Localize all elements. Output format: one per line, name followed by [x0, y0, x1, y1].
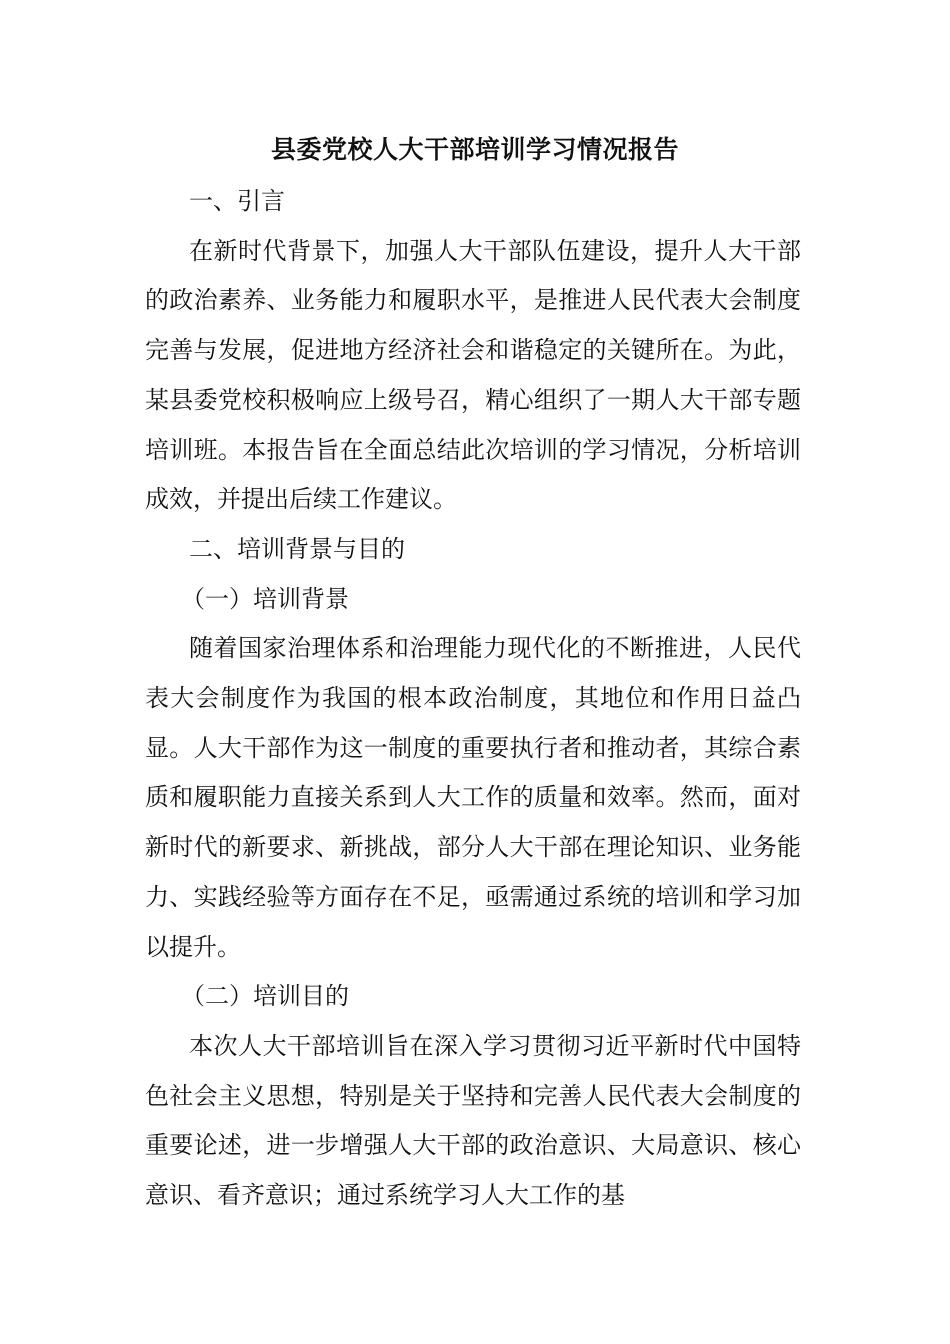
paragraph-purpose: 本次人大干部培训旨在深入学习贯彻习近平新时代中国特色社会主义思想，特别是关于坚持和完善人民代表大会制度的重要论述，进一步增强人大干部的政治意识、大局意识、核心意识、看齐意识；通过系统学习人大工作的基: [145, 1031, 801, 1210]
document-title: 县委党校人大干部培训学习情况报告: [270, 135, 679, 164]
paragraph-background: 随着国家治理体系和治理能力现代化的不断推进，人民代表大会制度作为我国的根本政治制度，其地位和作用日益凸显。人大干部作为这一制度的重要执行者和推动者，其综合素质和履职能力直接关系到人大工作的质量和效率。然而，面对新时代的新要求、新挑战，部分人大干部在理论知识、业务能力、实践经验等方面存在不足，亟需通过系统的培训和学习加以提升。: [145, 634, 801, 961]
paragraph-introduction: 在新时代背景下，加强人大干部队伍建设，提升人大干部的政治素养、业务能力和履职水平，是推进人民代表大会制度完善与发展，促进地方经济社会和谐稳定的关键所在。为此，某县委党校积极响应上级号召，精心组织了一期人大干部专题培训班。本报告旨在全面总结此次培训的学习情况，分析培训成效，并提出后续工作建议。: [145, 236, 801, 514]
subsection-heading-background: （一）培训背景: [181, 584, 349, 613]
section-heading-background-purpose: 二、培训背景与目的: [189, 534, 405, 563]
document-body: [145, 177, 801, 1221]
subsection-heading-purpose: （二）培训目的: [181, 982, 349, 1011]
section-heading-introduction: 一、引言: [189, 187, 285, 215]
